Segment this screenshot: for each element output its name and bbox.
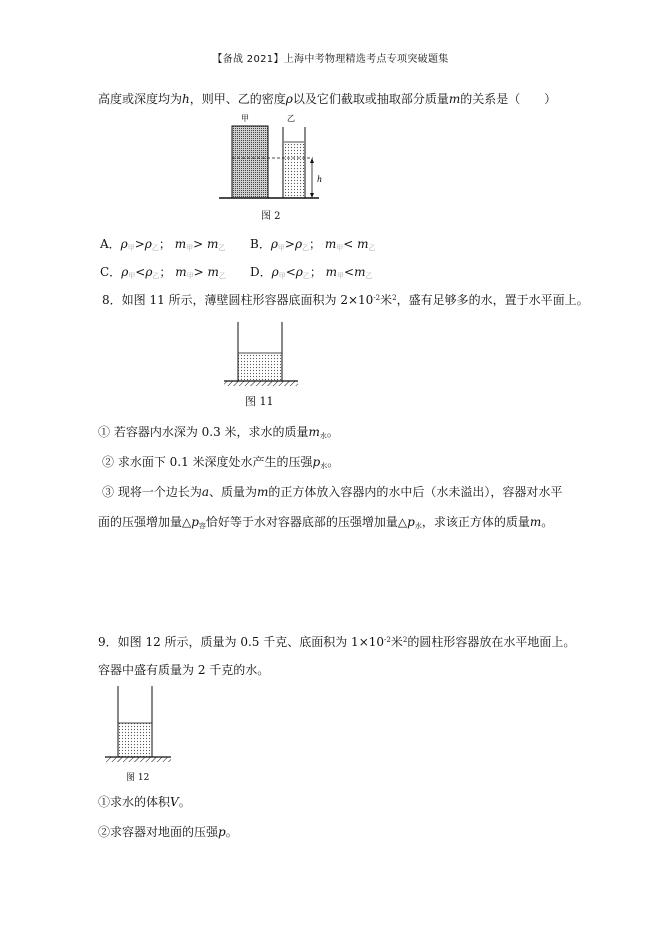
option-b: B．$\rho_甲>\rho_乙$； $m_甲< m_乙$ [250,237,376,252]
q8-part-1: ① 若容器内水深为 0.3 米，求水的质量$m_水$。 [98,425,339,440]
figure-11-diagram [222,318,302,388]
figure-11-caption: 图 11 [245,395,274,408]
page-header: 【备战 2021】上海中考物理精选考点专项突破题集 [212,54,449,65]
option-c: C．$\rho_甲<\rho_乙$； $m_甲> m_乙$ [100,265,226,280]
ground-hatch-12 [105,757,171,762]
label-jia: 甲 [241,114,249,123]
water-12 [118,723,152,757]
label-yi: 乙 [287,114,295,123]
q8-part-3-line1: ③ 现将一个边长为a、质量为m的正方体放入容器内的水中后（水未溢出），容器对水平 [102,485,563,499]
figure-12-diagram [100,683,180,763]
solid-jia [232,126,268,198]
option-d: D．$\rho_甲<\rho_乙$； $m_甲<m_乙$ [250,265,373,280]
figure-12-caption: 图 12 [126,773,150,783]
q8-part-2: ② 求水面下 0.1 米深度处水产生的压强$p_水$。 [102,455,340,470]
q9-intro: 9．如图 12 所示，质量为 0.5 千克、底面积为 $1\times 10^{-2}$米$^2$的圆柱形容器放在水平地面上。 [98,635,576,649]
water-11 [238,353,282,381]
q8-part-3-line2: 面的压强增加量$\triangle p_容$恰好等于水对容器底部的压强增加量$\triangle p_水$，求该正方体的质量m。 [98,515,554,530]
ground-hatch-11 [224,381,298,386]
q9-line2: 容器中盛有质量为 2 千克的水。 [98,663,270,677]
option-a: A．$\rho_甲>\rho_乙$； $m_甲> m_乙$ [100,237,226,252]
label-h: h [317,175,323,184]
liquid-yi [284,142,304,198]
q7-stem: 高度或深度均为h，则甲、乙的密度ρ以及它们截取或抽取部分质量m的关系是（ ） [98,92,557,106]
q8-intro: 8．如图 11 所示，薄壁圆柱形容器底面积为 $2\times 10^{-2}$米$^2$，盛有足够多的水，置于水平面上。 [102,293,589,307]
q9-part-2: ②求容器对地面的压强p。 [98,825,238,839]
q9-part-1: ①求水的体积V。 [98,795,191,809]
figure-2-caption: 图 2 [261,211,281,222]
figure-2-diagram [215,110,335,205]
